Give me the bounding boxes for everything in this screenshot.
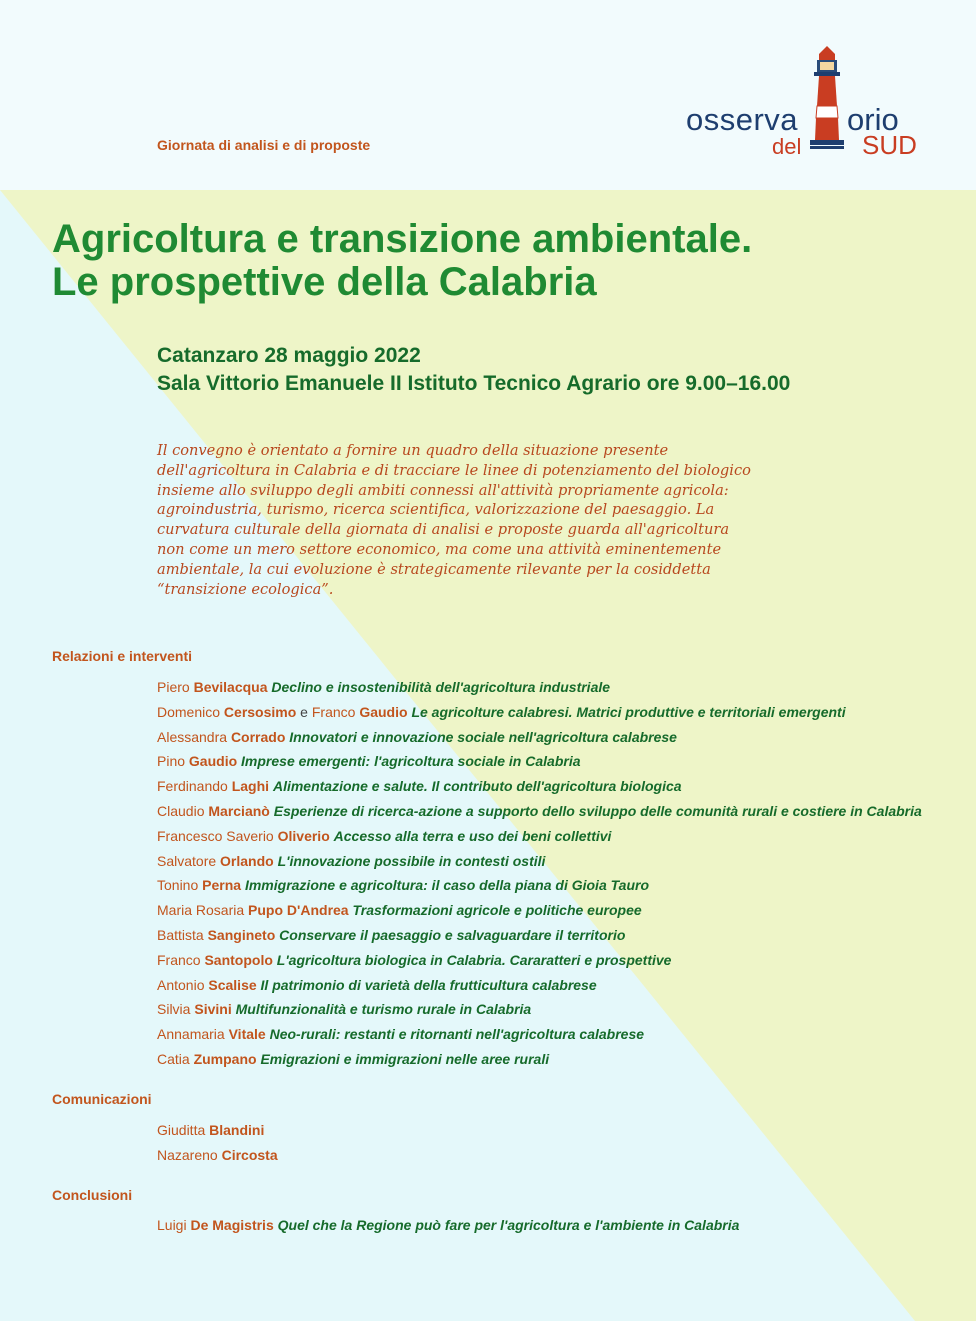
speaker-item — [157, 1215, 739, 1240]
intro-paragraph — [157, 441, 797, 599]
speaker-last-name: Pupo D'Andrea — [248, 902, 349, 919]
speaker-item — [157, 975, 922, 1000]
intro-line: Il convegno è orientato a fornire un quadro della situazione presente — [157, 442, 669, 459]
speaker-first-name: Francesco Saverio — [157, 827, 274, 844]
intro-line: dell'agricoltura in Calabria e di tracciare le linee di potenziamento del biologico — [157, 461, 751, 479]
page-title — [52, 218, 752, 304]
talk-title: Emigrazioni e immigrazioni nelle aree rurali — [260, 1050, 550, 1067]
speaker-last-name: De Magistris — [190, 1217, 274, 1233]
speaker-last-name: Perna — [202, 877, 242, 894]
speaker-first-name: Catia — [157, 1050, 190, 1067]
talk-title: Neo-rurali: restanti e ritornanti nell'agricoltura calabrese — [269, 1026, 645, 1043]
speaker-first-name: Tonino — [157, 877, 199, 894]
speaker-first-name: Maria Rosaria — [157, 902, 245, 919]
event-venue: Sala Vittorio Emanuele II Istituto Tecnico Agrario ore 9.00–16.00 — [157, 372, 791, 395]
speaker-item — [157, 826, 922, 851]
speaker-item — [157, 1049, 922, 1074]
speaker-first-name: Giuditta — [157, 1122, 206, 1138]
talk-title: Accesso alla terra e uso dei beni collettivi — [333, 827, 612, 844]
intro-line: non come un mero settore economico, ma come una attività eminentemente — [157, 540, 722, 558]
section-comunicazioni-heading: Comunicazioni — [52, 1091, 152, 1107]
talk-title: Declino e insostenibilità dell'agricoltura industriale — [271, 679, 611, 695]
title-line-1: Agricoltura e transizione ambientale. — [52, 217, 753, 261]
speaker-first-name: Silvia — [157, 1001, 191, 1018]
speaker-last-name: Gaudio — [359, 703, 408, 720]
speaker-item — [157, 900, 922, 925]
speaker-last-name: Circosta — [221, 1146, 278, 1163]
speaker-last-name: Blandini — [209, 1122, 265, 1138]
speaker-first-name: Piero — [157, 679, 190, 695]
speaker-last-name: Santopolo — [204, 951, 273, 968]
speaker-item — [157, 1145, 278, 1170]
speaker-first-name: Antonio — [157, 976, 205, 993]
speaker-joiner: e — [300, 703, 308, 720]
speaker-last-name: Oliverio — [277, 827, 330, 844]
speaker-item — [157, 776, 922, 801]
talk-title: Il patrimonio di varietà della frutticultura calabrese — [260, 976, 597, 993]
speaker-first-name: Franco — [311, 703, 356, 720]
speaker-last-name: Bevilacqua — [193, 679, 268, 695]
intro-line: curvatura culturale della giornata di analisi e proposte guarda all'agricoltura — [157, 521, 730, 539]
speaker-last-name: Cersosimo — [223, 703, 297, 720]
speaker-item — [157, 751, 922, 776]
speaker-last-name: Laghi — [231, 778, 270, 795]
conclusioni-list — [157, 1215, 739, 1240]
title-line-2: Le prospettive della Calabria — [52, 260, 597, 304]
speaker-item — [157, 677, 922, 702]
speaker-item — [157, 702, 922, 727]
event-date-place: Catanzaro 28 maggio 2022 — [157, 344, 421, 367]
speaker-item — [157, 1024, 922, 1049]
talk-title: Le agricolture calabresi. Matrici produttive e territoriali emergenti — [411, 703, 846, 720]
speaker-last-name: Sangineto — [207, 926, 276, 943]
intro-line: agroindustria, turismo, ricerca scientifica, valorizzazione del paesaggio. La — [157, 501, 715, 519]
intro-line: ambientale, la cui evoluzione è strategicamente rilevante per la cosiddetta — [157, 560, 711, 578]
speaker-item — [157, 801, 922, 826]
speaker-last-name: Sivini — [194, 1001, 232, 1018]
speaker-first-name: Claudio — [157, 802, 205, 819]
speaker-first-name: Annamaria — [157, 1026, 225, 1043]
speaker-item — [157, 1120, 278, 1145]
talk-title: Multifunzionalità e turismo rurale in Calabria — [235, 1001, 532, 1018]
speaker-last-name: Corrado — [230, 728, 286, 745]
section-conclusioni-heading: Conclusioni — [52, 1187, 133, 1203]
section-relazioni-heading: Relazioni e interventi — [52, 648, 193, 664]
speaker-item — [157, 950, 922, 975]
talk-title: Innovatori e innovazione sociale nell'agricoltura calabrese — [289, 728, 677, 745]
speaker-last-name: Zumpano — [193, 1050, 257, 1067]
speaker-first-name: Domenico — [157, 703, 221, 720]
talk-title: Quel che la Regione può fare per l'agricoltura e l'ambiente in Calabria — [277, 1217, 740, 1233]
speaker-first-name: Franco — [157, 951, 201, 968]
intro-line: insieme allo sviluppo degli ambiti connessi all'attività propriamente agricola: — [157, 481, 729, 499]
speaker-last-name: Scalise — [208, 976, 257, 993]
speaker-first-name: Alessandra — [157, 728, 228, 745]
speaker-first-name: Ferdinando — [157, 778, 228, 795]
speaker-item — [157, 851, 922, 876]
speaker-first-name: Pino — [157, 753, 186, 770]
talk-title: Conservare il paesaggio e salvaguardare il territorio — [279, 926, 626, 943]
eyebrow-text: Giornata di analisi e di proposte — [157, 137, 371, 153]
speaker-last-name: Gaudio — [188, 753, 238, 770]
talk-title: Esperienze di ricerca-azione a supporto dello sviluppo delle comunità rurali e costiere in Calabria — [273, 802, 922, 819]
speaker-first-name: Nazareno — [157, 1146, 218, 1163]
speaker-item — [157, 999, 922, 1024]
speaker-first-name: Luigi — [157, 1217, 187, 1233]
logo-word-sud: SUD — [862, 130, 917, 160]
speaker-first-name: Battista — [157, 926, 204, 943]
talk-title: L'innovazione possibile in contesti ostili — [277, 852, 546, 869]
intro-line: “transizione ecologica”. — [157, 580, 334, 598]
lighthouse-icon — [808, 44, 846, 154]
event-info — [157, 342, 790, 398]
speaker-last-name: Vitale — [228, 1026, 266, 1043]
speaker-item — [157, 727, 922, 752]
talk-title: Imprese emergenti: l'agricoltura sociale in Calabria — [241, 753, 581, 770]
speaker-last-name: Marcianò — [208, 802, 270, 819]
talk-title: L'agricoltura biologica in Calabria. Cararatteri e prospettive — [276, 951, 672, 968]
talk-title: Trasformazioni agricole e politiche europee — [352, 902, 642, 919]
speaker-item — [157, 875, 922, 900]
talk-title: Immigrazione e agricoltura: il caso della piana di Gioia Tauro — [244, 877, 649, 894]
osservatorio-logo — [684, 44, 929, 164]
logo-word-orio: orio — [847, 102, 899, 137]
speaker-last-name: Orlando — [220, 852, 274, 869]
talk-title: Alimentazione e salute. Il contributo dell'agricoltura biologica — [272, 778, 682, 795]
logo-word-del: del — [772, 134, 802, 159]
speaker-item — [157, 925, 922, 950]
speaker-first-name: Salvatore — [157, 852, 217, 869]
comunicazioni-list — [157, 1120, 278, 1170]
relazioni-list — [157, 677, 922, 1074]
logo-word-osserva: osserva — [686, 102, 799, 137]
